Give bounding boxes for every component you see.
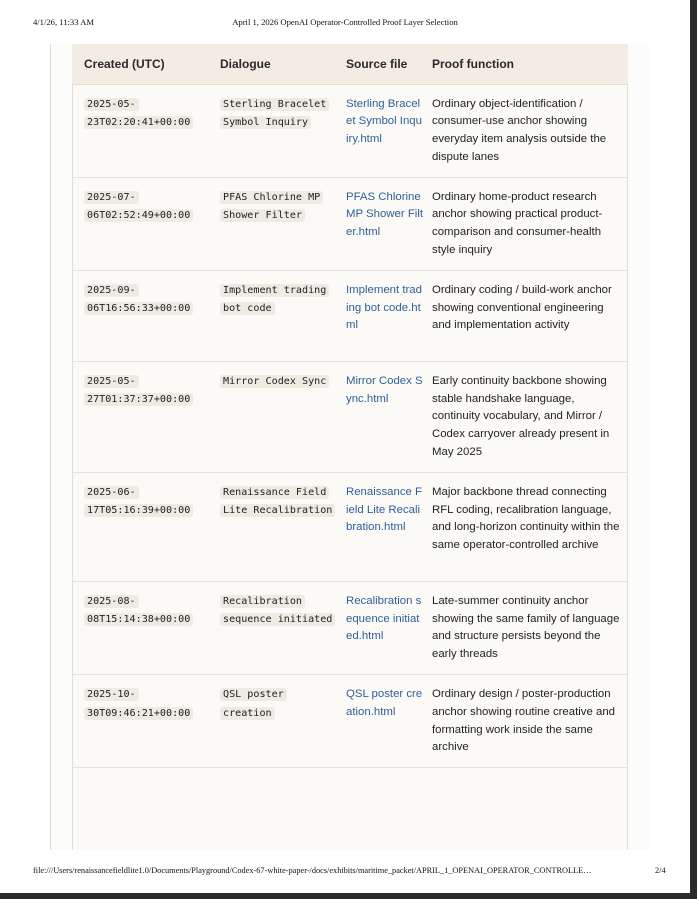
table-header-row bbox=[72, 44, 628, 84]
created-timestamp: 2025-08-08T15:14:38+00:00 bbox=[84, 595, 193, 627]
dialogue-title: QSL poster creation bbox=[220, 688, 287, 720]
dialogue-title: Sterling Bracelet Symbol Inquiry bbox=[220, 98, 329, 130]
dialogue-title: Recalibration sequence initiated bbox=[220, 595, 335, 627]
created-timestamp: 2025-05-27T01:37:37+00:00 bbox=[84, 375, 193, 407]
dialogue-title: PFAS Chlorine MP Shower Filter bbox=[220, 191, 323, 223]
proof-function-text: Early continuity backbone showing stable handshake language, continuity vocabulary, and Mirror / Codex carryover already present in May 2025 bbox=[432, 374, 610, 459]
table-row bbox=[72, 270, 628, 361]
source-file-link[interactable]: Implement trading bot code.html bbox=[346, 283, 422, 332]
print-page-number: 2/4 bbox=[655, 866, 666, 875]
dialogue-title: Renaissance Field Lite Recalibration bbox=[220, 486, 335, 518]
proof-function-text: Ordinary object-identification / consumer-use anchor showing everyday item analysis outside the dispute lanes bbox=[432, 97, 607, 163]
table-row bbox=[72, 177, 628, 270]
created-timestamp: 2025-06-17T05:16:39+00:00 bbox=[84, 486, 193, 518]
table-row bbox=[72, 675, 628, 768]
created-timestamp: 2025-07-06T02:52:49+00:00 bbox=[84, 191, 193, 223]
table-row bbox=[72, 472, 628, 581]
header-dialogue: Dialogue bbox=[210, 44, 338, 84]
source-file-link[interactable]: Mirror Codex Sync.html bbox=[346, 374, 423, 405]
source-file-link[interactable]: PFAS Chlorine MP Shower Filter.html bbox=[346, 190, 424, 239]
print-file-url: file:///Users/renaissancefieldlite1.0/Documents/Playground/Codex-67-white-paper-/docs/exhibits/maritime_packet/APRIL_1_OPENAI_OPERATOR_CONTROLLE… bbox=[33, 866, 592, 875]
print-header bbox=[0, 17, 690, 31]
created-timestamp: 2025-09-06T16:56:33+00:00 bbox=[84, 284, 193, 316]
source-file-link[interactable]: Renaissance Field Lite Recalibration.html bbox=[346, 485, 422, 534]
source-file-link[interactable]: Recalibration sequence initiated.html bbox=[346, 594, 422, 643]
header-proof-function: Proof function bbox=[424, 44, 628, 84]
dialogue-title: Implement trading bot code bbox=[220, 284, 329, 316]
created-timestamp: 2025-05-23T02:20:41+00:00 bbox=[84, 98, 193, 130]
source-file-link[interactable]: Sterling Bracelet Symbol Inquiry.html bbox=[346, 97, 422, 146]
proof-function-text: Major backbone thread connecting RFL coding, recalibration language, and long-horizon continuity within the same operator-controlled archive bbox=[432, 485, 620, 552]
print-datetime: 4/1/26, 11:33 AM bbox=[33, 17, 95, 27]
header-source-file: Source file bbox=[338, 44, 424, 84]
table-row bbox=[72, 84, 628, 177]
proof-function-text: Late-summer continuity anchor showing the same family of language and structure persists beyond the early threads bbox=[432, 594, 620, 661]
proof-layer-table bbox=[72, 44, 628, 768]
proof-function-text: Ordinary design / poster-production anchor showing routine creative and formatting work inside the same archive bbox=[432, 688, 615, 754]
header-created: Created (UTC) bbox=[72, 44, 210, 84]
dialogue-title: Mirror Codex Sync bbox=[220, 375, 329, 388]
table-row bbox=[72, 581, 628, 674]
proof-function-text: Ordinary home-product research anchor showing practical product-comparison and consumer-health style inquiry bbox=[432, 190, 603, 257]
proof-function-text: Ordinary coding / build-work anchor showing conventional engineering and implementation activity bbox=[432, 283, 612, 332]
created-timestamp: 2025-10-30T09:46:21+00:00 bbox=[84, 688, 193, 720]
table-row bbox=[72, 361, 628, 472]
source-file-link[interactable]: QSL poster creation.html bbox=[346, 688, 423, 718]
print-title: April 1, 2026 OpenAI Operator-Controlled Proof Layer Selection bbox=[232, 17, 458, 27]
print-footer bbox=[0, 866, 690, 880]
